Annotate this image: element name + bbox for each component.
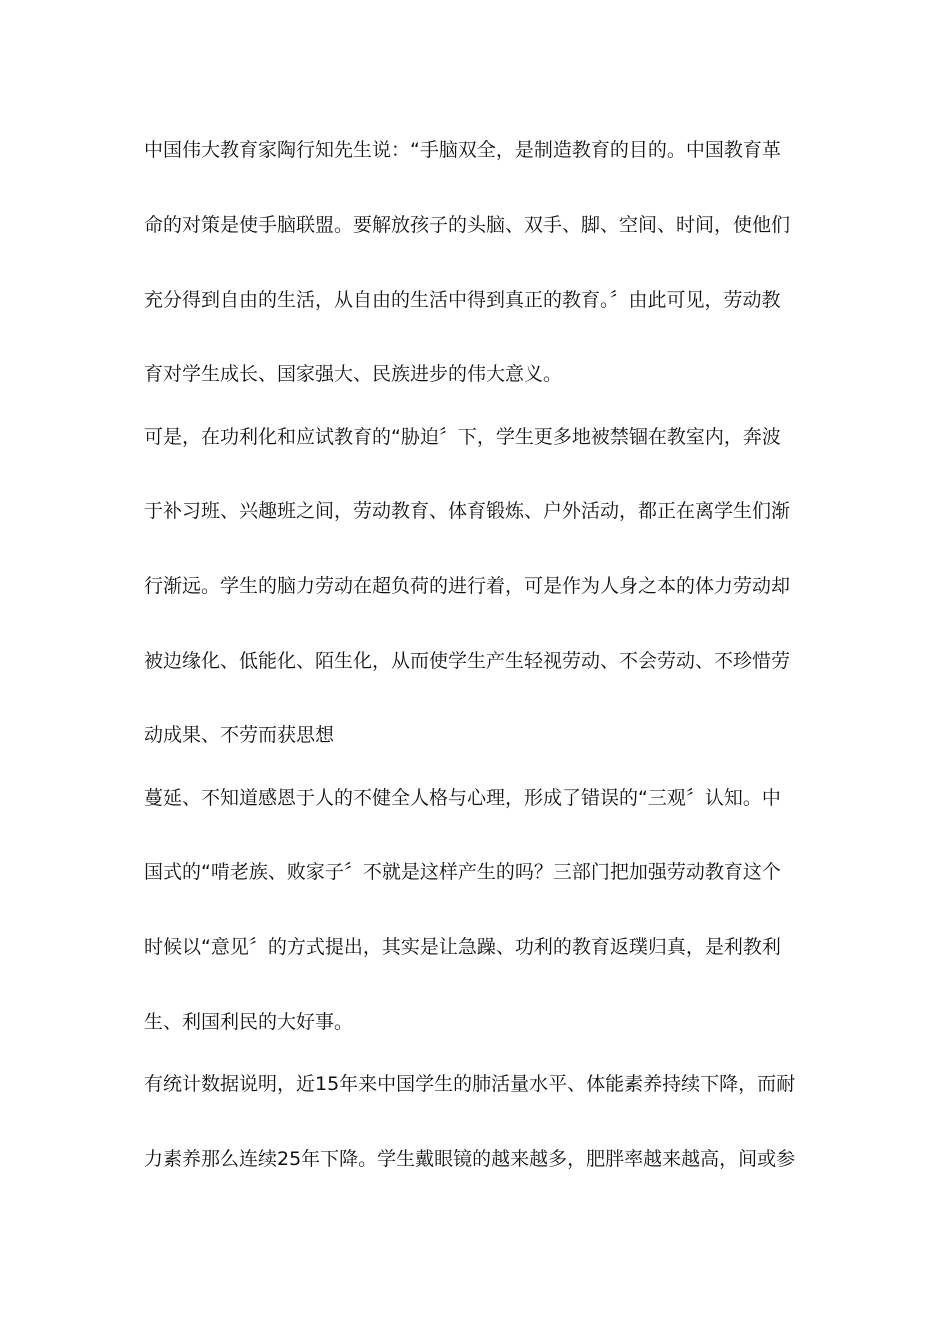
paragraph-2-line-4: 被边缘化、低能化、陌生化，从而使学生产生轻视劳动、不会劳动、不珍惜劳 [144,650,791,672]
paragraph-1-line-3: 充分得到自由的生活，从自由的生活中得到真正的教育。〞由此可见，劳动教 [144,289,781,311]
paragraph-2-line-2: 于补习班、兴趣班之间，劳动教育、体育锻炼、户外活动，都正在离学生们渐 [144,500,791,522]
paragraph-1-line-1: 中国伟大教育家陶行知先生说：“手脑双全，是制造教育的目的。中国教育革 [144,139,781,161]
paragraph-1-line-4: 育对学生成长、国家强大、民族进步的伟大意义。 [144,363,563,385]
paragraph-4-line-1: 有统计数据说明，近15年来中国学生的肺活量水平、体能素养持续下降，而耐 [144,1073,796,1095]
paragraph-3-line-2: 国式的“啃老族、败家子〞不就是这样产生的吗？三部门把加强劳动教育这个 [144,861,781,883]
paragraph-2-line-3: 行渐远。学生的脑力劳动在超负荷的进行着，可是作为人身之本的体力劳动却 [144,575,791,597]
paragraph-2-line-1: 可是，在功利化和应试教育的“胁迫〞下，学生更多地被禁锢在教室内，奔波 [144,426,781,448]
paragraph-2-line-5: 动成果、不劳而获思想 [144,724,335,746]
paragraph-1-line-2: 命的对策是使手脑联盟。要解放孩子的头脑、双手、脚、空间、时间，使他们 [144,214,791,236]
paragraph-4-line-2: 力素养那么连续25年下降。学生戴眼镜的越来越多，肥胖率越来越高，间或参 [144,1148,796,1170]
paragraph-3-line-4: 生、利国利民的大好事。 [144,1011,354,1033]
paragraph-3-line-3: 时候以“意见〞的方式提出，其实是让急躁、功利的教育返璞归真，是利教利 [144,936,781,958]
paragraph-3-line-1: 蔓延、不知道感恩于人的不健全人格与心理，形成了错误的“三观〞认知。中 [144,787,781,809]
